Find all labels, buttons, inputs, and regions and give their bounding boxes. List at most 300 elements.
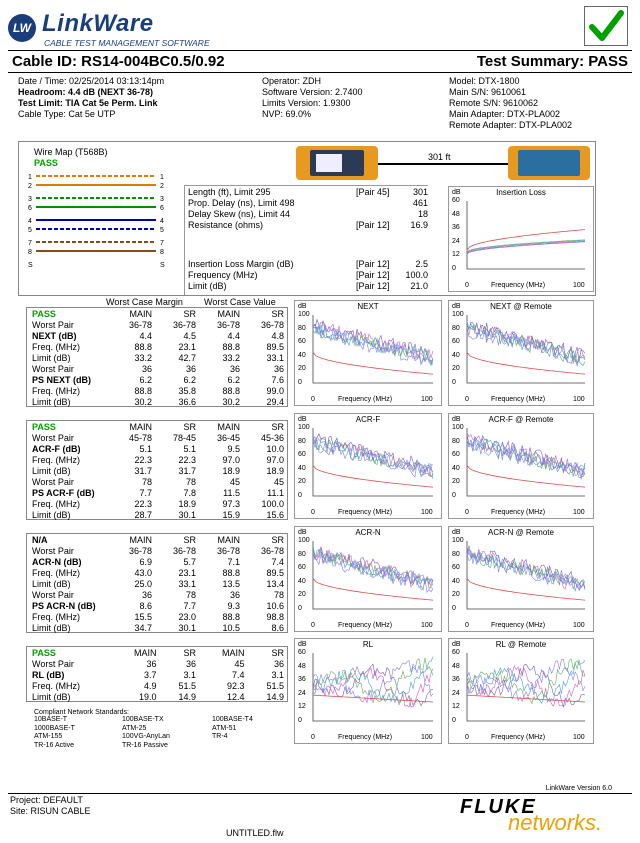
y-tick-label: 60 <box>452 564 460 572</box>
cell-value: 31.7 <box>134 466 152 476</box>
y-tick-label: 36 <box>298 676 306 684</box>
row-label: Freq. (MHz) <box>32 342 80 352</box>
table-row <box>30 477 286 488</box>
cell-value: 18.9 <box>222 466 240 476</box>
graph-traces <box>449 527 593 631</box>
cell-value: 25.0 <box>134 579 152 589</box>
y-tick-label: 100 <box>452 537 464 544</box>
y-tick-label: 80 <box>298 324 306 332</box>
row-label: Limit (dB) <box>32 510 71 520</box>
graph-traces <box>295 301 441 405</box>
cell-value: 7.8 <box>183 488 196 498</box>
row-label: PS ACR-N (dB) <box>32 601 96 611</box>
y-tick-label: 60 <box>298 451 306 459</box>
x-tick-label: 100 <box>573 622 585 629</box>
cell-value: 18.9 <box>266 466 284 476</box>
cell-value: 3.7 <box>144 670 157 680</box>
pair-trace <box>467 325 585 362</box>
cell-value: 19.0 <box>139 692 157 702</box>
y-tick-label: 24 <box>452 689 460 697</box>
cell-value: 6.2 <box>183 375 196 385</box>
cell-value: 34.7 <box>134 623 152 633</box>
cell-value: 36-45 <box>216 433 240 443</box>
x-axis-label: Frequency (MHz) <box>338 509 393 516</box>
table-row <box>30 681 286 692</box>
wire-pins-left: 1 2 3 6 4 5 7 8 S <box>28 174 33 269</box>
row-label: Limit (dB) <box>32 579 71 589</box>
y-tick-label: 60 <box>298 564 306 572</box>
row-label: ACR-F (dB) <box>32 444 81 454</box>
y-tick-label: 48 <box>452 210 460 218</box>
y-tick-label: 48 <box>298 662 306 670</box>
cell-value: 12.4 <box>227 692 245 702</box>
y-tick-label: 12 <box>298 703 306 711</box>
x-tick-label: 100 <box>421 509 433 516</box>
site-label: Site: RISUN CABLE <box>10 806 91 816</box>
cell-value: 88.8 <box>134 386 152 396</box>
y-tick-label: 100 <box>298 311 310 318</box>
cell-value: 36.6 <box>178 397 196 407</box>
standards-title: Compliant Network Standards: <box>34 709 129 716</box>
table-row <box>30 386 286 397</box>
x-axis-label: Frequency (MHz) <box>491 509 546 516</box>
cell-value: 5.1 <box>139 444 152 454</box>
cell-value: 36 <box>185 364 196 374</box>
x-tick-label: 100 <box>421 396 433 403</box>
cable-id: Cable ID: RS14-004BC0.5/0.92 <box>12 53 225 70</box>
y-tick-label: 100 <box>298 424 310 431</box>
cell-value: 97.0 <box>222 455 240 465</box>
limit-line <box>467 465 585 487</box>
graph-title: ACR-N <box>355 528 381 537</box>
graph-title: ACR-F @ Remote <box>488 415 554 424</box>
y-tick-label: 40 <box>452 464 460 472</box>
rl-results-table <box>30 648 286 703</box>
cell-value: 7.1 <box>227 557 240 567</box>
logo-subtitle: CABLE TEST MANAGEMENT SOFTWARE <box>44 38 210 48</box>
pair-trace <box>467 660 585 702</box>
cell-value: 5.7 <box>183 557 196 567</box>
y-tick-label: 40 <box>298 464 306 472</box>
x-axis-label: Frequency (MHz) <box>338 622 393 629</box>
table-row <box>30 659 286 670</box>
cell-value: 3.1 <box>183 670 196 680</box>
test-summary: Test Summary: PASS <box>476 53 628 70</box>
graph-title: NEXT <box>357 302 379 311</box>
graph-traces <box>449 639 593 743</box>
pair-trace <box>467 550 585 590</box>
linkware-logo <box>8 12 268 52</box>
section-status: PASS <box>32 422 56 432</box>
wire-map-status: PASS <box>34 158 58 168</box>
row-label: Freq. (MHz) <box>32 386 80 396</box>
cell-value: 18.9 <box>178 499 196 509</box>
y-tick-label: 24 <box>452 237 460 245</box>
limit-line <box>313 695 433 702</box>
y-tick-label: 40 <box>298 351 306 359</box>
row-label: Worst Pair <box>32 590 74 600</box>
row-label: Worst Pair <box>32 364 74 374</box>
table-row <box>30 579 286 590</box>
y-tick-label: 40 <box>452 577 460 585</box>
cell-value: 4.4 <box>227 331 240 341</box>
cable-length: 301 ft <box>428 152 451 162</box>
x-tick-label: 100 <box>573 509 585 516</box>
limit-line <box>313 352 433 374</box>
table-row <box>30 692 286 703</box>
y-tick-label: 20 <box>298 478 306 486</box>
x-tick-label: 100 <box>421 622 433 629</box>
cell-value: 97.3 <box>222 499 240 509</box>
cell-value: 28.7 <box>134 510 152 520</box>
cell-value: 8.6 <box>271 623 284 633</box>
y-tick-label: 60 <box>452 649 460 656</box>
y-tick-label: 60 <box>452 451 460 459</box>
cell-value: 22.3 <box>134 455 152 465</box>
column-header: SR <box>271 535 284 545</box>
y-tick-label: 36 <box>452 676 460 684</box>
limit-line <box>467 230 585 250</box>
acr-f-remote-graph <box>448 413 594 519</box>
y-tick-label: 0 <box>452 717 456 724</box>
graph-unit: dB <box>452 303 461 310</box>
y-tick-label: 0 <box>452 265 456 272</box>
cell-value: 30.2 <box>134 397 152 407</box>
table-row <box>30 375 286 386</box>
cell-value: 5.1 <box>183 444 196 454</box>
cell-value: 88.8 <box>134 342 152 352</box>
cell-value: 7.6 <box>271 375 284 385</box>
graph-traces <box>449 414 593 518</box>
y-tick-label: 20 <box>452 365 460 373</box>
table-row <box>30 455 286 466</box>
cell-value: 36-78 <box>260 320 284 330</box>
remote-tester-icon <box>508 146 590 180</box>
column-header: SR <box>271 422 284 432</box>
cell-value: 36 <box>185 659 196 669</box>
row-label: Worst Pair <box>32 477 74 487</box>
table-row <box>30 488 286 499</box>
acr-n-remote-graph <box>448 526 594 632</box>
row-label: Freq. (MHz) <box>32 455 80 465</box>
cell-value: 4.8 <box>271 331 284 341</box>
logo-mark: LW <box>8 14 36 42</box>
x-tick-label: 0 <box>311 622 315 629</box>
limit-line <box>467 352 585 374</box>
acr-n-results-table <box>30 535 286 634</box>
cell-value: 36-78 <box>216 320 240 330</box>
column-header: SR <box>183 422 196 432</box>
cell-value: 45 <box>234 659 245 669</box>
y-tick-label: 0 <box>452 492 456 499</box>
table-row <box>30 433 286 444</box>
cell-value: 6.9 <box>139 557 152 567</box>
table-row <box>30 612 286 623</box>
cell-value: 30.2 <box>222 397 240 407</box>
row-label: Limit (dB) <box>32 466 71 476</box>
info-col-3: Model: DTX-1800 Main S/N: 9610061 Remote S/N: 9610062 Main Adapter: DTX-PLA002 Remote Adapter: DTX-PLA002 <box>449 76 573 130</box>
cell-value: 9.5 <box>227 444 240 454</box>
acr-f-results-table <box>30 422 286 521</box>
column-header: SR <box>271 309 284 319</box>
y-tick-label: 12 <box>452 251 460 259</box>
y-tick-label: 12 <box>452 703 460 711</box>
cell-value: 13.5 <box>222 579 240 589</box>
cell-value: 45 <box>273 477 284 487</box>
cell-value: 33.2 <box>222 353 240 363</box>
graph-unit: dB <box>298 641 307 648</box>
y-tick-label: 100 <box>452 424 464 431</box>
wire-map-diagram <box>26 170 176 270</box>
table-row <box>30 499 286 510</box>
standards-list: 10BASE-T 100BASE-TX 100BASE-T4 1000BASE-T ATM-25 ATM-51 ATM-155 100VG-AnyLan TR-4 TR-16 Active TR-16 Passive <box>34 716 253 749</box>
x-tick-label: 100 <box>573 396 585 403</box>
cable-line <box>378 163 508 165</box>
graph-unit: dB <box>452 416 461 423</box>
cell-value: 15.9 <box>222 510 240 520</box>
cell-value: 51.5 <box>178 681 196 691</box>
x-tick-label: 0 <box>465 282 469 289</box>
cell-value: 99.0 <box>266 386 284 396</box>
cell-value: 36-78 <box>260 546 284 556</box>
x-tick-label: 100 <box>573 282 585 289</box>
cell-value: 29.4 <box>266 397 284 407</box>
y-tick-label: 20 <box>298 365 306 373</box>
insertion-loss-graph <box>448 186 594 292</box>
wire-map-title: Wire Map (T568B) <box>34 147 108 157</box>
x-axis-label: Frequency (MHz) <box>491 282 546 289</box>
column-header: MAIN <box>129 422 152 432</box>
pass-check-icon <box>584 6 628 46</box>
cell-value: 36 <box>273 659 284 669</box>
cell-value: 11.5 <box>223 488 240 498</box>
cell-value: 23.1 <box>178 342 196 352</box>
next-results-table <box>30 309 286 408</box>
row-label: Worst Pair <box>32 659 74 669</box>
pair-trace <box>313 434 433 474</box>
row-label: Freq. (MHz) <box>32 499 80 509</box>
cell-value: 8.6 <box>139 601 152 611</box>
cell-value: 7.7 <box>183 601 196 611</box>
y-tick-label: 36 <box>452 224 460 232</box>
x-axis-label: Frequency (MHz) <box>338 734 393 741</box>
row-label: Worst Pair <box>32 433 74 443</box>
pair-trace <box>467 551 585 592</box>
y-tick-label: 0 <box>452 605 456 612</box>
y-tick-label: 0 <box>298 379 302 386</box>
row-label: Worst Pair <box>32 546 74 556</box>
graph-unit: dB <box>452 529 461 536</box>
x-tick-label: 0 <box>311 509 315 516</box>
cell-value: 22.3 <box>134 499 152 509</box>
y-tick-label: 40 <box>452 351 460 359</box>
y-tick-label: 48 <box>452 662 460 670</box>
column-header: MAIN <box>134 648 157 658</box>
pair-trace <box>313 322 433 362</box>
table-row <box>30 510 286 521</box>
cell-value: 4.9 <box>144 681 157 691</box>
cell-value: 6.2 <box>139 375 152 385</box>
cell-value: 10.0 <box>266 444 284 454</box>
cell-value: 6.2 <box>227 375 240 385</box>
row-label: NEXT (dB) <box>32 331 77 341</box>
row-label: Freq. (MHz) <box>32 612 80 622</box>
y-tick-label: 24 <box>298 689 306 697</box>
x-tick-label: 0 <box>465 622 469 629</box>
cell-value: 30.1 <box>178 623 196 633</box>
cell-value: 36-78 <box>172 546 196 556</box>
cell-value: 88.8 <box>222 568 240 578</box>
y-tick-label: 0 <box>298 717 302 724</box>
cell-value: 33.1 <box>266 353 284 363</box>
cell-value: 36 <box>273 364 284 374</box>
info-col-1: Date / Time: 02/25/2014 03:13:14pm Headroom: 4.4 dB (NEXT 36-78) Test Limit: TIA Cat 5e Perm. Link Cable Type: Cat 5e UTP <box>18 76 165 119</box>
y-tick-label: 100 <box>298 537 310 544</box>
graph-traces <box>295 527 441 631</box>
graph-unit: dB <box>298 529 307 536</box>
row-label: Freq. (MHz) <box>32 568 80 578</box>
y-tick-label: 100 <box>452 311 464 318</box>
acr-f-graph <box>294 413 442 519</box>
table-row <box>30 444 286 455</box>
cell-value: 42.7 <box>178 353 196 363</box>
x-axis-label: Frequency (MHz) <box>338 396 393 403</box>
cell-value: 11.1 <box>267 488 284 498</box>
cell-value: 7.4 <box>232 670 245 680</box>
table-row <box>30 364 286 375</box>
graph-traces <box>449 301 593 405</box>
cell-value: 10.5 <box>222 623 240 633</box>
row-label: Freq. (MHz) <box>32 681 80 691</box>
pair-trace <box>467 438 585 474</box>
y-tick-label: 0 <box>298 605 302 612</box>
column-header: MAIN <box>217 535 240 545</box>
cell-value: 45 <box>229 477 240 487</box>
limit-line <box>467 578 585 600</box>
y-tick-label: 0 <box>298 492 302 499</box>
project-label: Project: DEFAULT <box>10 795 83 805</box>
cell-value: 31.7 <box>178 466 196 476</box>
row-label: PS NEXT (dB) <box>32 375 92 385</box>
cell-value: 36 <box>229 364 240 374</box>
cell-value: 10.6 <box>266 601 284 611</box>
graph-unit: dB <box>298 303 307 310</box>
acr-n-graph <box>294 526 442 632</box>
wcm-header: Worst Case Margin <box>106 297 183 307</box>
cell-value: 78 <box>273 590 284 600</box>
file-name: UNTITLED.flw <box>226 828 284 838</box>
y-tick-label: 20 <box>452 478 460 486</box>
cell-value: 88.8 <box>222 612 240 622</box>
cell-value: 23.1 <box>178 568 196 578</box>
row-label: Limit (dB) <box>32 623 71 633</box>
cell-value: 7.4 <box>271 557 284 567</box>
graph-title: NEXT @ Remote <box>490 302 552 311</box>
x-tick-label: 0 <box>465 509 469 516</box>
row-label: ACR-N (dB) <box>32 557 82 567</box>
table-row <box>30 601 286 612</box>
y-tick-label: 60 <box>298 338 306 346</box>
y-tick-label: 80 <box>452 437 460 445</box>
section-status: PASS <box>32 309 56 319</box>
table-row <box>30 557 286 568</box>
cell-value: 9.3 <box>227 601 240 611</box>
y-tick-label: 80 <box>452 550 460 558</box>
main-tester-icon <box>296 146 378 180</box>
cell-value: 36 <box>141 590 152 600</box>
x-axis-label: Frequency (MHz) <box>491 622 546 629</box>
row-label: Worst Pair <box>32 320 74 330</box>
graph-title: ACR-N @ Remote <box>488 528 554 537</box>
row-label: RL (dB) <box>32 670 65 680</box>
column-header: SR <box>183 309 196 319</box>
limit-line <box>313 578 433 600</box>
cell-value: 36 <box>141 364 152 374</box>
table-row <box>30 331 286 342</box>
cell-value: 51.5 <box>266 681 284 691</box>
x-axis-label: Frequency (MHz) <box>491 396 546 403</box>
cell-value: 36-78 <box>128 320 152 330</box>
x-axis-label: Frequency (MHz) <box>491 734 546 741</box>
table-row <box>30 353 286 364</box>
x-tick-label: 0 <box>311 734 315 741</box>
graph-traces <box>449 187 593 291</box>
wcv-header: Worst Case Value <box>204 297 276 307</box>
graph-traces <box>295 639 441 743</box>
cell-value: 36 <box>146 659 157 669</box>
table-row <box>30 466 286 477</box>
cell-value: 14.9 <box>266 692 284 702</box>
column-header: SR <box>183 535 196 545</box>
cell-value: 14.9 <box>178 692 196 702</box>
x-tick-label: 0 <box>465 734 469 741</box>
y-tick-label: 60 <box>298 649 306 656</box>
graph-title: ACR-F <box>355 415 381 424</box>
cell-value: 13.4 <box>266 579 284 589</box>
graph-title: RL @ Remote <box>495 640 547 649</box>
column-header: SR <box>271 648 284 658</box>
column-header: MAIN <box>129 535 152 545</box>
cell-value: 88.8 <box>222 342 240 352</box>
cell-value: 15.6 <box>266 510 284 520</box>
info-col-2: Operator: ZDH Software Version: 2.7400 Limits Version: 1.9300 NVP: 69.0% <box>262 76 363 119</box>
y-tick-label: 60 <box>452 338 460 346</box>
table-row <box>30 568 286 579</box>
row-label: Limit (dB) <box>32 397 71 407</box>
row-label: Limit (dB) <box>32 692 71 702</box>
column-header: MAIN <box>222 648 245 658</box>
table-row <box>30 546 286 557</box>
measurement-list: Length (ft), Limit 295 [Pair 45] 301 Prop. Delay (ns), Limit 498 461 Delay Skew (ns), Limit 44 18 Resistance (ohms) [Pair 12] 16.9 <box>188 187 428 230</box>
cell-value: 35.8 <box>178 386 196 396</box>
cell-value: 78 <box>185 590 196 600</box>
y-tick-label: 60 <box>452 197 460 204</box>
cell-value: 36-78 <box>128 546 152 556</box>
section-status: N/A <box>32 535 48 545</box>
cell-value: 78 <box>185 477 196 487</box>
graph-unit: dB <box>298 416 307 423</box>
column-header: MAIN <box>217 309 240 319</box>
cell-value: 30.1 <box>178 510 196 520</box>
cell-value: 7.7 <box>139 488 152 498</box>
cell-value: 23.0 <box>178 612 196 622</box>
y-tick-label: 80 <box>298 550 306 558</box>
cell-value: 88.8 <box>222 386 240 396</box>
x-tick-label: 100 <box>421 734 433 741</box>
x-tick-label: 0 <box>311 396 315 403</box>
table-row <box>30 590 286 601</box>
graph-title: Insertion Loss <box>496 188 546 197</box>
